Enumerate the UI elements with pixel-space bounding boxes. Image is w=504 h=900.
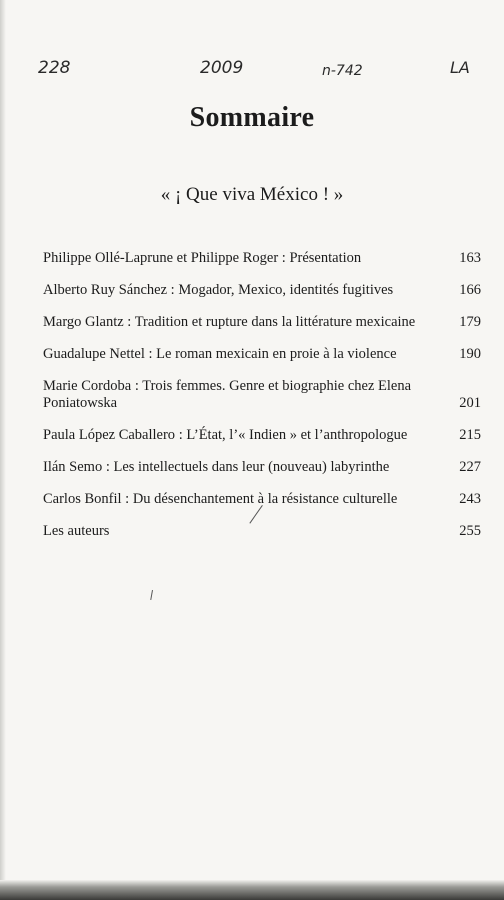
- toc-title: Mogador, Mexico, identités fugitives: [178, 282, 394, 298]
- toc-entry-text: Carlos Bonfil : Du désenchantement à la résistance culturelle: [43, 491, 398, 507]
- toc-entry: [43, 314, 481, 331]
- toc-page-number: 179: [459, 314, 481, 330]
- toc-title: Les intellectuels dans leur (nouveau) labyrinthe: [113, 459, 390, 475]
- toc-entry-text: Alberto Ruy Sánchez : Mogador, Mexico, identités fugitives: [43, 282, 394, 298]
- toc-entry-text: Marie Cordoba : Trois femmes. Genre et biographie chez Elena Poniatowska: [43, 378, 412, 411]
- toc-entry: [43, 378, 481, 412]
- toc-entry: [43, 459, 481, 476]
- toc-entry-text: Guadalupe Nettel : Le roman mexicain en proie à la violence: [43, 346, 397, 362]
- toc-author: Paula López Caballero: [43, 427, 176, 443]
- toc-author: Carlos Bonfil: [43, 491, 122, 507]
- toc-page-number: 255: [459, 523, 481, 539]
- toc-title: Les auteurs: [43, 523, 110, 539]
- handwritten-note-number: 228: [38, 58, 71, 78]
- toc-entry-text: Philippe Ollé-Laprune et Philippe Roger : Présentation: [43, 250, 362, 266]
- page-title: Sommaire: [189, 102, 315, 133]
- toc-title: Trois femmes. Genre et biographie chez Elena Poniatowska: [43, 378, 412, 411]
- toc-entry-text: Margo Glantz : Tradition et rupture dans la littérature mexicaine: [43, 314, 416, 330]
- toc-title: L’État, l’« Indien » et l’anthropologue: [186, 427, 408, 443]
- handwritten-note-year: 2009: [200, 58, 244, 78]
- toc-entry-text: [43, 523, 109, 540]
- toc-title: Présentation: [289, 250, 362, 266]
- handwritten-note-initials: LA: [450, 58, 470, 77]
- toc-author: Alberto Ruy Sánchez: [43, 282, 168, 298]
- toc-title: Tradition et rupture dans la littérature mexicaine: [134, 314, 416, 330]
- toc-page-number: 201: [459, 395, 481, 411]
- toc-page-number: 166: [459, 282, 481, 298]
- toc-entry: [43, 346, 481, 363]
- toc-entry-text: Paula López Caballero : L’État, l’« Indien » et l’anthropologue: [43, 427, 408, 443]
- toc-page-number: 227: [459, 459, 481, 475]
- table-of-contents: [43, 250, 481, 555]
- toc-entry: [43, 427, 481, 444]
- section-subtitle: « ¡ Que viva México ! »: [160, 184, 344, 205]
- toc-entry-text: Ilán Semo : Les intellectuels dans leur (nouveau) labyrinthe: [43, 459, 390, 475]
- handwritten-note-issue: n-742: [322, 63, 363, 79]
- scan-bottom-edge: [0, 880, 504, 900]
- toc-page-number: 215: [459, 427, 481, 443]
- pen-mark: [150, 590, 153, 600]
- toc-author: Philippe Ollé-Laprune et Philippe Roger: [43, 250, 279, 266]
- toc-page-number: 243: [459, 491, 481, 507]
- toc-author: Guadalupe Nettel: [43, 346, 145, 362]
- toc-page-number: 190: [459, 346, 481, 362]
- toc-entry: [43, 523, 481, 540]
- toc-page-number: 163: [459, 250, 481, 266]
- toc-author: Ilán Semo: [43, 459, 103, 475]
- page-binding-shadow: [0, 0, 6, 900]
- toc-title: Le roman mexicain en proie à la violence: [156, 346, 397, 362]
- toc-title: Du désenchantement à la résistance culturelle: [132, 491, 398, 507]
- toc-entry: [43, 282, 481, 299]
- toc-author: Margo Glantz: [43, 314, 124, 330]
- toc-entry: [43, 250, 481, 267]
- toc-author: Marie Cordoba: [43, 378, 132, 394]
